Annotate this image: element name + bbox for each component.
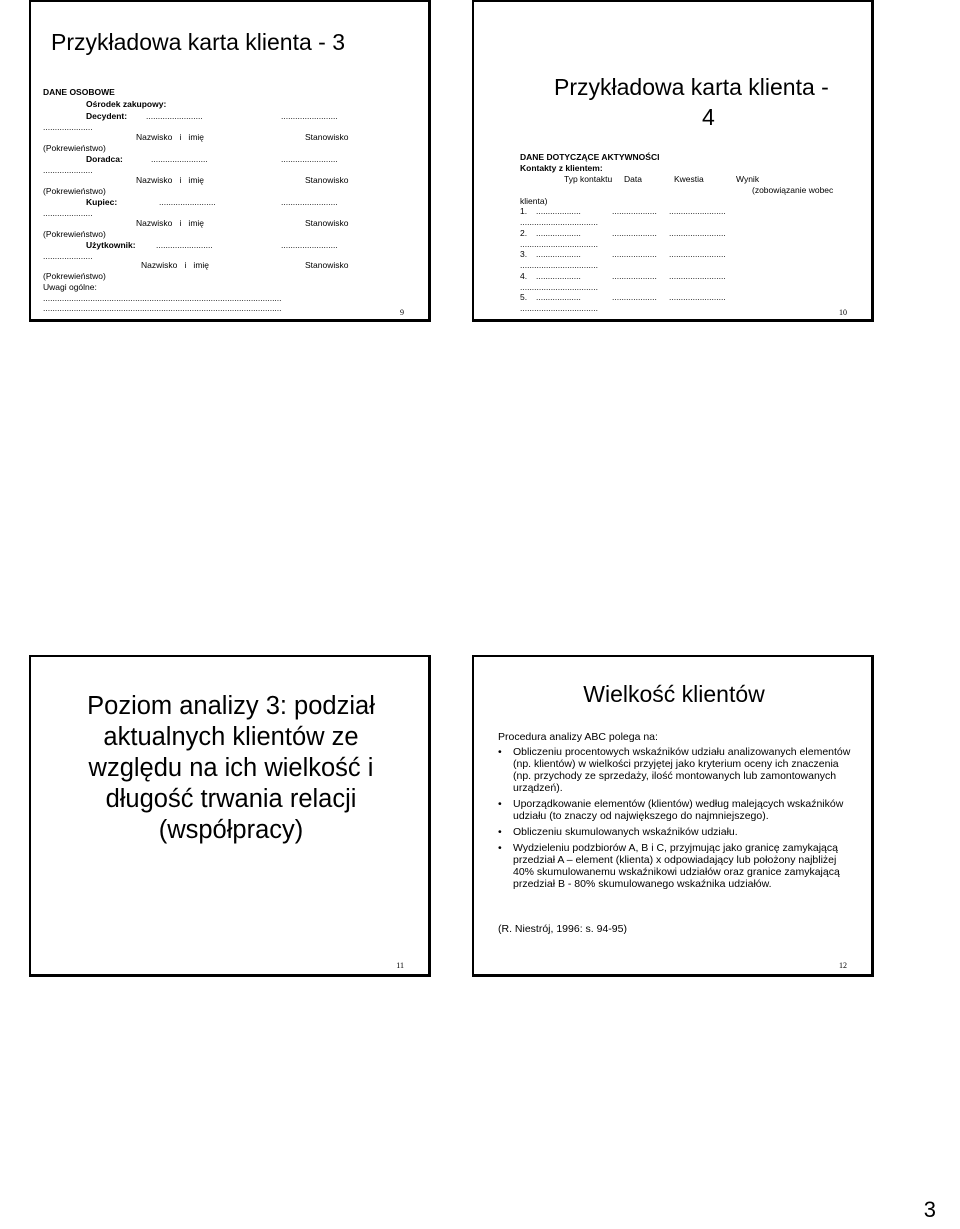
slide-title-line-2: 4 <box>702 104 715 130</box>
row-dots: ................... <box>536 206 581 216</box>
row-dots: ................... <box>612 228 657 238</box>
slide-number: 12 <box>839 961 847 970</box>
role-label-kupiec: Kupiec: <box>86 197 118 207</box>
row-dots: ................... <box>536 292 581 302</box>
row-dots: ........................ <box>669 292 726 302</box>
general-notes-line: ..................................................................................................... <box>43 293 282 303</box>
slide-11 <box>29 655 431 977</box>
row-number: 4. <box>520 271 528 281</box>
row-dots: ................... <box>612 249 657 259</box>
field-dots: ........................ <box>281 197 338 207</box>
column-header-issue: Kwestia <box>674 174 704 184</box>
slide-number: 9 <box>400 308 404 317</box>
name-label: Nazwisko i imię <box>136 175 205 185</box>
field-dots-continued: ..................... <box>43 251 93 261</box>
row-dots: ........................ <box>669 206 726 216</box>
field-dots: ........................ <box>156 240 213 250</box>
column-header-result-note: klienta) <box>520 196 548 206</box>
page-number: 3 <box>923 1197 936 1222</box>
row-dots: ................... <box>536 228 581 238</box>
kinship-label: (Pokrewieństwo) <box>43 186 106 196</box>
row-dots: ................... <box>536 271 581 281</box>
field-dots: ........................ <box>281 240 338 250</box>
row-dots-continued: ................................. <box>520 260 598 270</box>
intro-text: Procedura analizy ABC polega na: <box>498 731 658 743</box>
bullet-list <box>498 746 858 890</box>
row-dots-continued: ................................. <box>520 282 598 292</box>
list-item <box>498 746 858 794</box>
name-label: Nazwisko i imię <box>136 132 205 142</box>
field-dots: ........................ <box>159 197 216 207</box>
slide-number: 10 <box>839 308 847 317</box>
position-label: Stanowisko <box>305 218 349 228</box>
row-dots: ................... <box>536 249 581 259</box>
bullet-icon: • <box>498 746 502 758</box>
column-header-date: Data <box>624 174 642 184</box>
slide-title-line-1: Przykładowa karta klienta - <box>554 74 829 100</box>
name-label: Nazwisko i imię <box>141 260 210 270</box>
slide-title: Wielkość klientów <box>583 681 765 707</box>
bullet-icon: • <box>498 826 502 838</box>
general-notes-label: Uwagi ogólne: <box>43 282 97 292</box>
column-header-result: Wynik <box>736 174 760 184</box>
kinship-label: (Pokrewieństwo) <box>43 271 106 281</box>
kinship-label: (Pokrewieństwo) <box>43 143 106 153</box>
bullet-text: Obliczeniu procentowych wskaźników udziału analizowanych elementów (np. klientów) w wielkości przyjętej jako kryterium oceny ich znaczenia (np. przychody ze sprzedaży, ilość montowanych lub zamontowanych urządzeń). <box>513 746 851 794</box>
general-notes-line: ............................................................................... <box>43 313 230 323</box>
slide-title: Przykładowa karta klienta - 3 <box>51 29 346 55</box>
row-number: 1. <box>520 206 528 216</box>
row-number: 2. <box>520 228 528 238</box>
title-line: długość trwania relacji <box>105 785 357 813</box>
slide-10 <box>472 0 874 322</box>
field-dots: ........................ <box>281 154 338 164</box>
field-dots: ........................ <box>281 111 338 121</box>
row-dots-continued: ................................. <box>520 239 598 249</box>
row-dots-continued: ................................. <box>520 217 598 227</box>
position-label: Stanowisko <box>305 132 349 142</box>
row-dots-continued: ................................. <box>520 303 598 313</box>
bullet-text: Obliczeniu skumulowanych wskaźników udziału. <box>513 826 738 838</box>
role-label-decydent: Decydent: <box>86 111 128 121</box>
title-line: aktualnych klientów ze <box>103 723 359 751</box>
row-dots: ................... <box>612 271 657 281</box>
bullet-icon: • <box>498 842 502 854</box>
title-line: względu na ich wielkość i <box>88 754 374 782</box>
slide-body <box>498 731 858 894</box>
field-dots-continued: ..................... <box>43 208 93 218</box>
slide-12 <box>472 655 874 977</box>
row-dots: ................... <box>612 206 657 216</box>
row-number: 3. <box>520 249 528 259</box>
kinship-label: (Pokrewieństwo) <box>43 229 106 239</box>
name-label: Nazwisko i imię <box>136 218 205 228</box>
section-heading: DANE DOTYCZĄCE AKTYWNOŚCI <box>520 152 660 162</box>
field-dots-continued: ..................... <box>43 122 93 132</box>
bullet-icon: • <box>498 798 502 810</box>
title-line: (współpracy) <box>158 816 304 844</box>
field-dots-continued: ..................... <box>43 165 93 175</box>
list-item <box>498 826 858 838</box>
column-header-result-note: (zobowiązanie wobec <box>752 185 834 195</box>
role-label-uzytkownik: Użytkownik: <box>86 240 136 250</box>
slide-number: 11 <box>396 961 404 970</box>
slide-title <box>71 691 391 846</box>
citation: (R. Niestrój, 1996: s. 94-95) <box>498 923 627 935</box>
role-label-doradca: Doradca: <box>86 154 123 164</box>
field-dots: ........................ <box>146 111 203 121</box>
field-dots: ........................ <box>151 154 208 164</box>
title-line: Poziom analizy 3: podział <box>87 692 375 720</box>
section-subheading: Kontakty z klientem: <box>520 163 603 173</box>
slide-9 <box>29 0 431 322</box>
bullet-text: Wydzieleniu podzbiorów A, B i C, przyjmując jako granicę zamykającą przedział A – element (klienta) x odpowiadający lub położony najbliżej 40% skumulowanemu wskaźnikowi udziałów oraz granice zamykającą przedział B - 80% skumulowanego wskaźnika udziałów. <box>513 842 840 890</box>
position-label: Stanowisko <box>305 260 349 270</box>
list-item <box>498 842 858 890</box>
row-dots: ........................ <box>669 271 726 281</box>
bullet-text: Uporządkowanie elementów (klientów) według malejących wskaźników udziału (to znaczy od największego do najmniejszego). <box>513 798 844 822</box>
column-header-type: Typ kontaktu <box>564 174 613 184</box>
general-notes-line: ..................................................................................................... <box>43 303 282 313</box>
row-dots: ........................ <box>669 228 726 238</box>
row-dots: ........................ <box>669 249 726 259</box>
row-number: 5. <box>520 292 528 302</box>
section-subheading: Ośrodek zakupowy: <box>86 99 167 109</box>
row-dots: ................... <box>612 292 657 302</box>
section-heading: DANE OSOBOWE <box>43 87 115 97</box>
list-item <box>498 798 858 822</box>
position-label: Stanowisko <box>305 175 349 185</box>
